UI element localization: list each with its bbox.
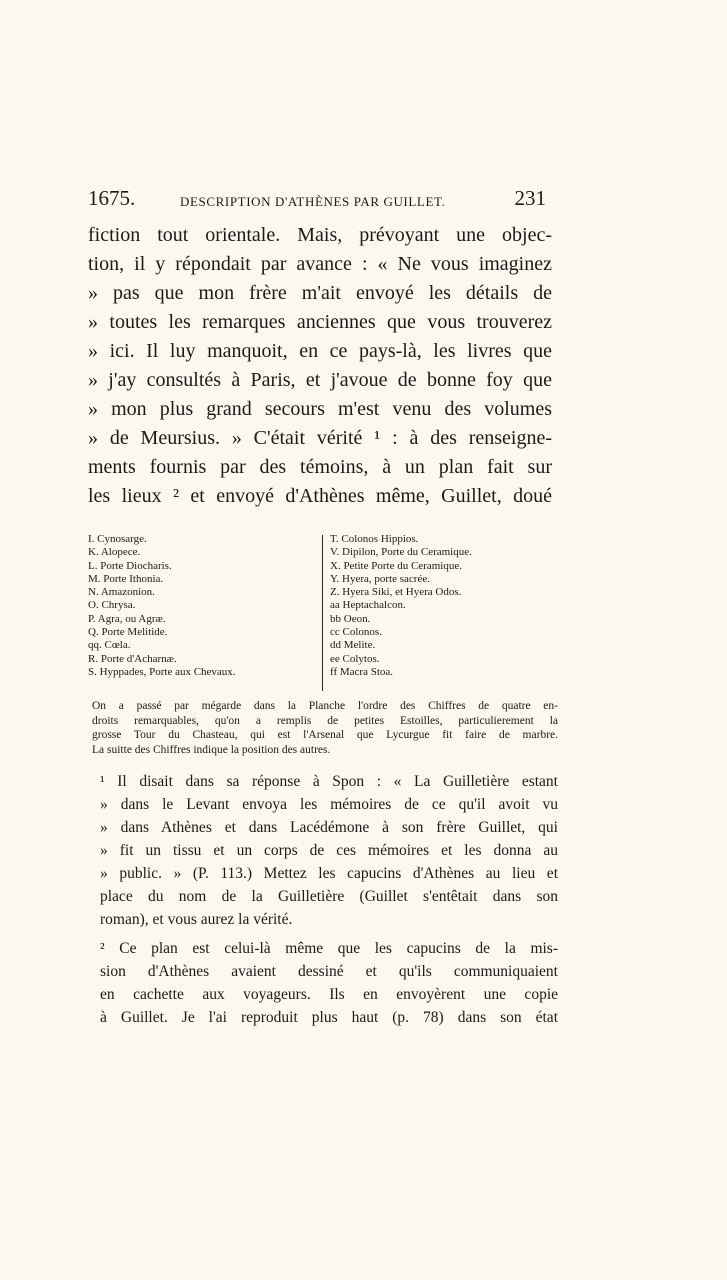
legend-item: qq. Cœla.: [88, 639, 131, 652]
note-line: droits remarquables, qu'on a remplis de petites Estoilles, particulierement la: [92, 714, 558, 727]
running-title: DESCRIPTION D'ATHÈNES PAR GUILLET.: [180, 194, 446, 209]
footnote-1: [100, 770, 558, 931]
note-line: On a passé par mégarde dans la Planche l'ordre des Chiffres de quatre en-: [92, 700, 558, 712]
legend-item: cc Colonos.: [330, 626, 382, 639]
legend-item: aa Heptachalcon.: [330, 599, 406, 612]
footnote-2: [100, 937, 558, 1029]
text-line: » mon plus grand secours m'est venu des volumes: [88, 398, 552, 420]
page-header: [88, 186, 550, 216]
footnote-line: ¹ Il disait dans sa réponse à Spon : « La Guilletière estant: [100, 773, 558, 790]
legend-item: ee Colytos.: [330, 652, 380, 665]
text-line: » j'ay consultés à Paris, et j'avoue de bonne foy que: [88, 369, 552, 391]
footnote-line: ² Ce plan est celui-là même que les capucins de la mis-: [100, 940, 558, 957]
text-line: tion, il y répondait par avance : « Ne vous imaginez: [88, 253, 552, 275]
page-number: 231: [514, 186, 546, 210]
legend-item: V. Dipilon, Porte du Ceramique.: [330, 546, 472, 559]
legend-item: ff Macra Stoa.: [330, 665, 394, 678]
footnote-line: place du nom de la Guilletière (Guillet s'entêtait dans son: [100, 888, 558, 905]
text-line: ments fournis par des témoins, à un plan fait sur: [88, 456, 552, 478]
legend-item: S. Hyppades, Porte aux Chevaux.: [88, 665, 236, 678]
text-line: » de Meursius. » C'était vérité ¹ : à des renseigne-: [88, 427, 552, 449]
legend-item: N. Amazonion.: [88, 586, 155, 599]
legend-item: Q. Porte Melitide.: [88, 626, 168, 639]
footnotes: [100, 770, 558, 1029]
footnote-line: » fit un tissu et un corps de ces mémoires et les donna au: [100, 842, 558, 859]
main-text: [88, 221, 552, 511]
legend-item: R. Porte d'Acharnæ.: [88, 652, 177, 665]
footnote-line: en cachette aux voyageurs. Ils en envoyèrent une copie: [100, 986, 558, 1003]
legend-item: O. Chrysa.: [88, 599, 136, 612]
footnote-line: » dans le Levant envoya les mémoires de ce qu'il avoit vu: [100, 796, 558, 813]
text-line: » ici. Il luy manquoit, en ce pays-là, les livres que: [88, 340, 552, 362]
footnote-line: à Guillet. Je l'ai reproduit plus haut (p. 78) dans son état: [100, 1009, 558, 1026]
legend-item: bb Oeon.: [330, 612, 371, 625]
map-legend: [88, 533, 558, 693]
legend-note: [92, 699, 558, 757]
text-line: fiction tout orientale. Mais, prévoyant une objec-: [88, 224, 552, 246]
footnote-line: » public. » (P. 113.) Mettez les capucins d'Athènes au lieu et: [100, 865, 558, 882]
legend-item: P. Agra, ou Agræ.: [88, 612, 166, 625]
footnote-line: roman), et vous aurez la vérité.: [100, 911, 293, 928]
text-line: » toutes les remarques anciennes que vous trouverez: [88, 311, 552, 333]
footnote-line: sion d'Athènes avaient dessiné et qu'ils communiquaient: [100, 963, 558, 980]
legend-item: X. Petite Porte du Ceramique.: [330, 559, 462, 572]
text-line: » pas que mon frère m'ait envoyé les détails de: [88, 282, 552, 304]
legend-column-right: [330, 533, 558, 679]
legend-item: T. Colonos Hippios.: [330, 533, 419, 545]
note-line: La suitte des Chiffres indique la position des autres.: [92, 743, 331, 756]
legend-item: I. Cynosarge.: [88, 533, 147, 545]
header-year: 1675.: [88, 186, 136, 210]
legend-divider: [322, 535, 323, 691]
note-line: grosse Tour du Chasteau, qui est l'Arsenal que Lycurgue fit faire de marbre.: [92, 729, 558, 741]
legend-item: M. Porte Ithonia.: [88, 572, 164, 585]
legend-item: Y. Hyera, porte sacrée.: [330, 572, 430, 585]
legend-column-left: [88, 533, 314, 679]
text-line: les lieux ² et envoyé d'Athènes même, Guillet, doué: [88, 485, 552, 507]
legend-item: Z. Hyera Siki, et Hyera Odos.: [330, 586, 462, 599]
legend-item: dd Melite.: [330, 639, 376, 652]
legend-item: K. Alopece.: [88, 546, 141, 559]
legend-item: L. Porte Diocharis.: [88, 559, 172, 572]
footnote-line: » dans Athènes et dans Lacédémone à son frère Guillet, qui: [100, 819, 558, 836]
